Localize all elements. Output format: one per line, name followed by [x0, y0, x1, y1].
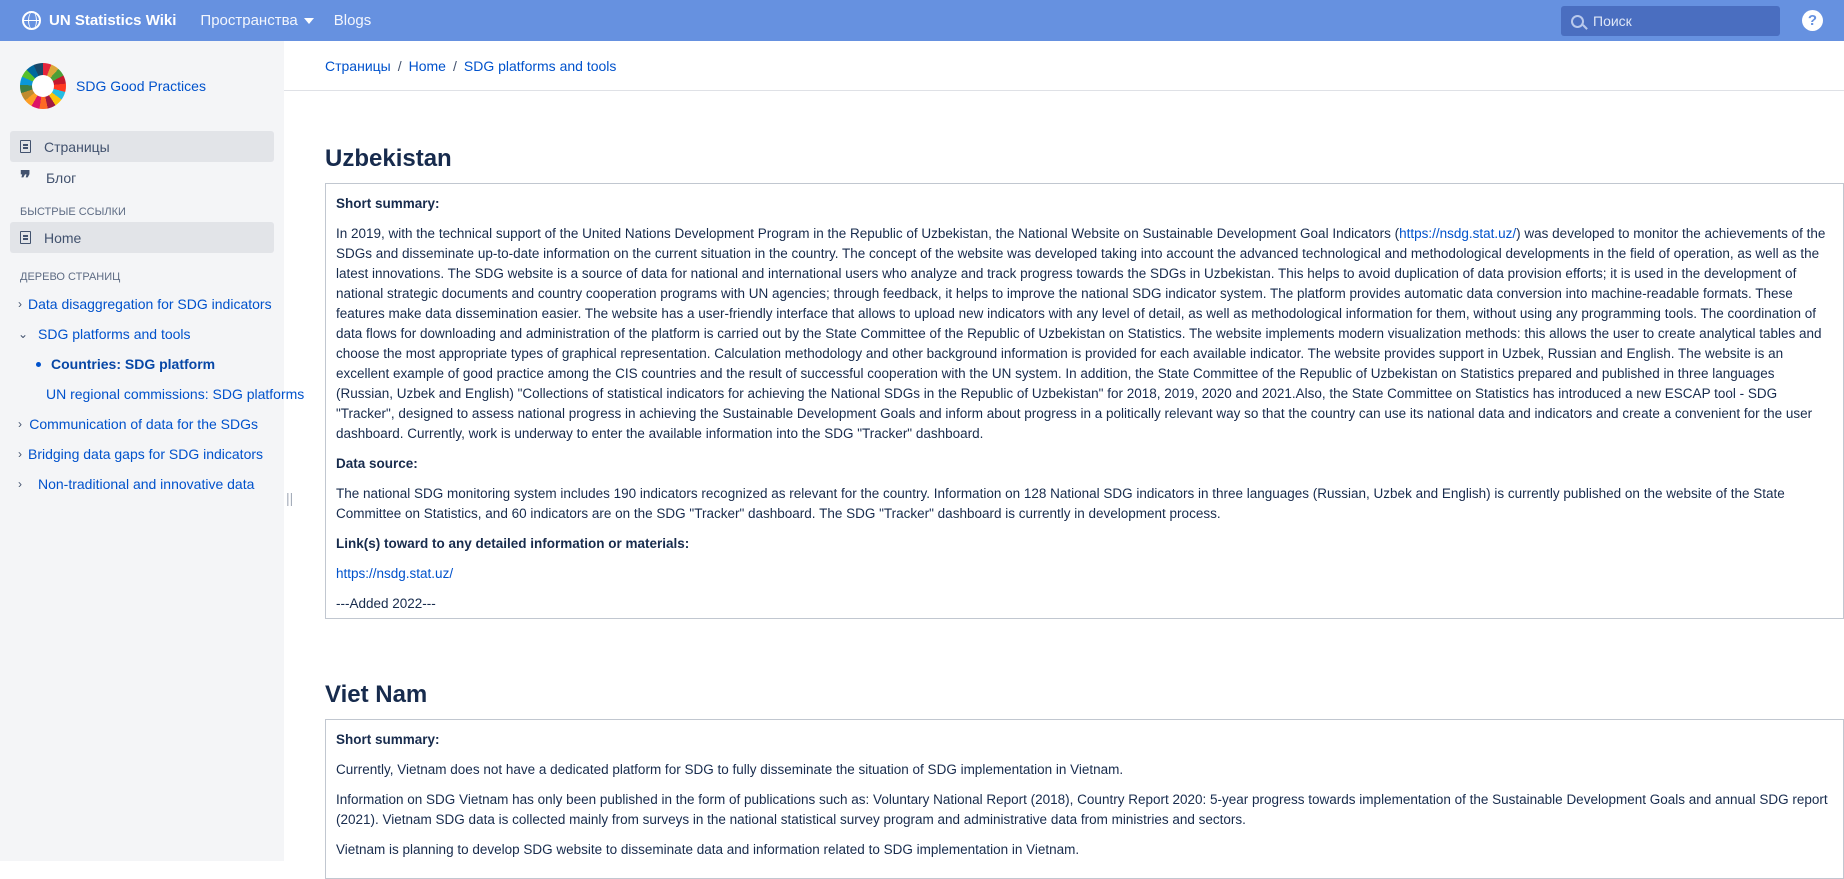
- short-summary-label: Short summary:: [336, 732, 440, 747]
- tree-item-bridging-data-gaps[interactable]: [0, 439, 264, 469]
- tree-item-label: Countries: SDG platform: [51, 356, 216, 372]
- tree-item-un-regional-commissions[interactable]: [0, 379, 305, 409]
- blogs-label: Blogs: [333, 12, 372, 29]
- nsdg-link[interactable]: https://nsdg.stat.uz/: [336, 566, 454, 581]
- breadcrumb-pages[interactable]: Страницы: [325, 58, 391, 74]
- vietnam-paragraph: Vietnam is planning to develop SDG website to disseminate data and information related to SDG implementation in Vietnam.: [336, 842, 1080, 857]
- un-globe-icon: [22, 11, 41, 30]
- page-tree-heading: ДЕРЕВО СТРАНИЦ: [20, 271, 121, 283]
- breadcrumb: [325, 58, 616, 74]
- top-navigation-bar: [0, 0, 1844, 41]
- top-nav: [200, 12, 391, 29]
- tree-item-label: Data disaggregation for SDG indicators: [28, 296, 272, 312]
- summary-text: In 2019, with the technical support of the United Nations Development Program in the Republic of Uzbekistan, the National Website on Sustainable Development Goal Indicators (: [336, 226, 1400, 241]
- tree-item-label: Communication of data for the SDGs: [29, 416, 258, 432]
- header-divider: [284, 90, 1844, 91]
- search-placeholder: Поиск: [1593, 13, 1632, 29]
- tree-item-sdg-platforms[interactable]: [0, 319, 258, 349]
- short-summary-label: Short summary:: [336, 196, 440, 211]
- sidebar-item-label: Home: [44, 229, 82, 246]
- tree-item-communication-of-data[interactable]: [0, 409, 258, 439]
- bullet-icon: [36, 362, 41, 367]
- tree-item-label: SDG platforms and tools: [38, 326, 191, 342]
- data-source-text: The national SDG monitoring system includes 190 indicators recognized as relevant for the country. Information on 128 National SDG indicators in three languages (Russian, Uzbek and English) is currently published on the website of the State Committee on Statistics, and 60 indicators are on the SDG "Tracker" dashboard. The SDG "Tracker" dashboard is currently in development process.: [336, 486, 1785, 521]
- section-title-viet-nam: Viet Nam: [325, 681, 428, 708]
- brand-label: UN Statistics Wiki: [49, 12, 177, 29]
- blogs-link[interactable]: [334, 12, 372, 29]
- nsdg-link-inline[interactable]: https://nsdg.stat.uz/: [1399, 226, 1517, 241]
- tree-item-label: Bridging data gaps for SDG indicators: [28, 446, 264, 462]
- breadcrumb-separator: /: [397, 58, 402, 74]
- spaces-label: Пространства: [200, 12, 298, 29]
- links-label: Link(s) toward to any detailed information or materials:: [336, 536, 690, 551]
- quick-links-heading: БЫСТРЫЕ ССЫЛКИ: [20, 206, 126, 218]
- vietnam-panel: [325, 719, 1844, 879]
- data-source-label: Data source:: [336, 456, 418, 471]
- summary-text: ) was developed to monitor the achievements of the SDGs and disseminate up-to-date information on the current situation in the country. The concept of the website was developed taking into account the advanced technological and methodological developments in the field of operation, as well as the latest innovations. The SDG website is a source of data for national and international users who analyze and track progress towards the SDGs in Uzbekistan. This helps to avoid duplication of data provision efforts; it is used in the development of national strategic documents and country cooperation programs with UN agencies; through feedback, it helps to improve the national SDG indicator system. The platform provides automatic data conversion into machine-readable formats. These features make data dissemination easier. The website has a user-friendly interface that allows to upload new indicators with any level of detail, as well as methodological information for them, without using any programming tools. The coordination of data flows for downloading and administration of the platform is carried out by the State Committee of the Republic of Uzbekistan on Statistics. The website implements modern visualization methods: this allows the user to create analytical tables and choose the most appropriate types of graphical representation. Calculation methodology and other background information is provided for each available indicator. The website provides support in Uzbek, Russian and English. The website is an excellent example of good practice among the CIS countries and the result of successful cooperation with the UN system. In addition, the State Committee of the Republic of Uzbekistan on Statistics prepared and published in three languages (Russian, Uzbek and English) "Collections of statistical indicators for achieving the National SDGs in the Republic of Uzbekistan" for 2018, 2019, 2020 and 2021.Also, the State Committee on Statistics has introduced a new ESCAP tool - SDG "Tracker", designed to assess national progress in achieving the Sustainable Development Goals and inform about progress in a politically relevant way so that the country can use its national data and indicators and create a convenient for the user dashboard. Currently, work is underway to enter the available information into the SDG "Tracker" dashboard.: [336, 226, 1826, 441]
- chevron-right-icon[interactable]: ›: [18, 447, 22, 461]
- sidebar-item-label: Страницы: [44, 138, 110, 155]
- tree-item-data-disaggregation[interactable]: [0, 289, 272, 319]
- section-title-uzbekistan: Uzbekistan: [325, 145, 452, 172]
- sidebar-item-blog[interactable]: [10, 162, 274, 193]
- vietnam-paragraph: Currently, Vietnam does not have a dedicated platform for SDG to fully disseminate the situation of SDG implementation in Vietnam.: [336, 762, 1124, 777]
- vietnam-paragraph: Information on SDG Vietnam has only been published in the form of publications such as: Voluntary National Report (2018), Country Report 2020: 5-year progress towards implementation of the Sustainable Development Goals and annual SDG report (2021). Vietnam SDG data is collected mainly from surveys in the national statistical survey program and administrative data from ministries and sectors.: [336, 792, 1828, 827]
- chevron-down-icon[interactable]: ⌄: [18, 327, 29, 341]
- chevron-right-icon[interactable]: ›: [18, 477, 22, 491]
- search-icon: [1571, 15, 1584, 28]
- space-header[interactable]: [0, 41, 284, 116]
- sidebar-item-home[interactable]: [10, 222, 274, 253]
- help-button[interactable]: ?: [1802, 10, 1823, 31]
- chevron-down-icon: [304, 18, 314, 24]
- added-note: ---Added 2022---: [336, 596, 436, 611]
- wiki-home-link[interactable]: [22, 11, 176, 30]
- tree-item-label: Non-traditional and innovative data: [38, 476, 255, 492]
- breadcrumb-separator: /: [452, 58, 457, 74]
- chevron-right-icon[interactable]: ›: [18, 417, 22, 431]
- sidebar-item-pages[interactable]: [10, 131, 274, 162]
- tree-item-countries-sdg-platform[interactable]: [0, 349, 258, 379]
- page-icon: [20, 140, 31, 153]
- sidebar-resize-handle[interactable]: ||: [286, 490, 294, 506]
- tree-item-label: UN regional commissions: SDG platforms: [46, 386, 305, 402]
- spaces-menu[interactable]: [200, 12, 313, 29]
- breadcrumb-home[interactable]: Home: [408, 58, 446, 74]
- chevron-right-icon[interactable]: ›: [18, 297, 22, 311]
- space-title[interactable]: SDG Good Practices: [76, 78, 206, 94]
- breadcrumb-sdg-platforms[interactable]: SDG platforms and tools: [463, 58, 617, 74]
- uzbekistan-summary: [336, 224, 1833, 444]
- tree-item-non-traditional-data[interactable]: [0, 469, 258, 499]
- sdg-wheel-logo: [20, 63, 66, 109]
- uzbekistan-panel: [325, 183, 1844, 619]
- sidebar-item-label: Блог: [46, 169, 77, 186]
- page-icon: [20, 231, 31, 244]
- quote-icon: ❞: [20, 165, 31, 190]
- space-sidebar: [0, 41, 305, 861]
- search-input[interactable]: [1561, 6, 1780, 36]
